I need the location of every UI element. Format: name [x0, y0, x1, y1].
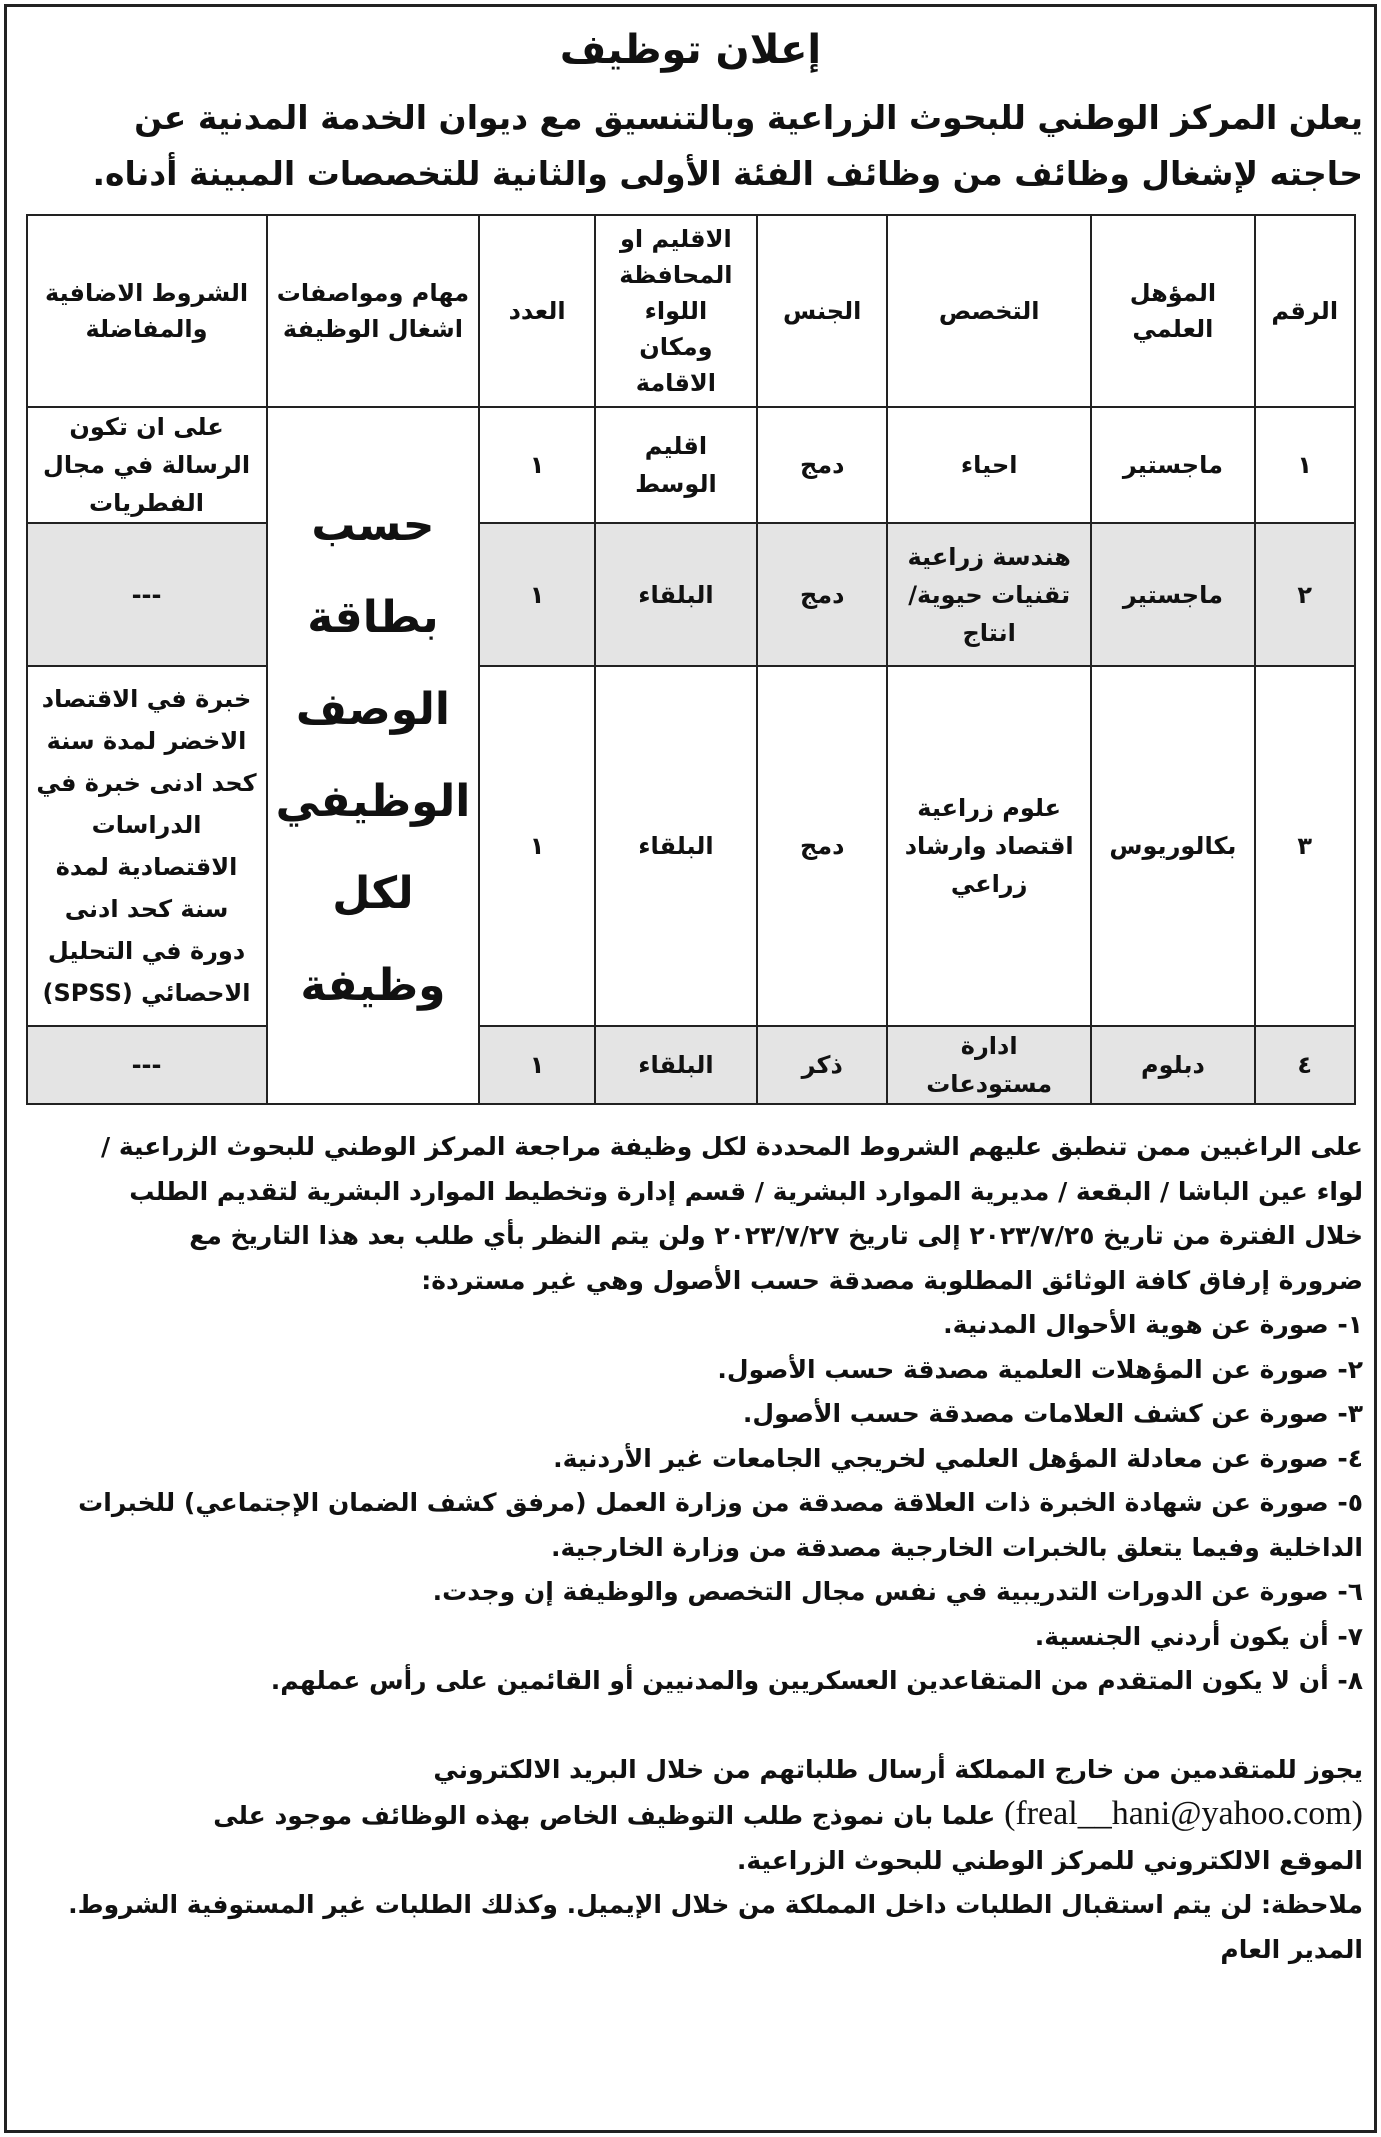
cell-qualification: ماجستير [1091, 523, 1255, 666]
cell-specialization: علوم زراعية اقتصاد وارشاد زراعي [887, 666, 1090, 1026]
cell-num: ١ [1255, 407, 1355, 523]
tasks-word: الوظيفي [275, 775, 471, 827]
table-header-row [27, 215, 1355, 407]
cell-count: ١ [479, 523, 595, 666]
cell-gender: دمج [757, 666, 888, 1026]
table-row [27, 407, 1355, 523]
requirement-item: ٤- صورة عن معادلة المؤهل العلمي لخريجي الجامعات غير الأردنية. [553, 1443, 1363, 1473]
cell-region: اقليم الوسط [595, 407, 757, 523]
cell-specialization: ادارة مستودعات [887, 1026, 1090, 1104]
requirement-item: الداخلية وفيما يتعلق بالخبرات الخارجية مصدقة من وزارة الخارجية. [551, 1532, 1363, 1562]
cell-count: ١ [479, 407, 595, 523]
cell-conditions: --- [27, 1026, 267, 1104]
cell-region: البلقاء [595, 666, 757, 1026]
header-cell: الجنس [757, 215, 888, 407]
cell-qualification: دبلوم [1091, 1026, 1255, 1104]
signature: المدير العام [1220, 1934, 1363, 1964]
page-title: إعلان توظيف [559, 27, 822, 73]
body-line: ضرورة إرفاق كافة الوثائق المطلوبة مصدقة حسب الأصول وهي غير مستردة: [421, 1265, 1363, 1295]
header-cell: الاقليم او المحافظة اللواء ومكان الاقامة [595, 215, 757, 407]
header-cell: مهام ومواصفات اشغال الوظيفة [267, 215, 480, 407]
cell-qualification: بكالوريوس [1091, 666, 1255, 1026]
cell-count: ١ [479, 1026, 595, 1104]
tasks-word: بطاقة [307, 591, 439, 643]
cell-tasks [267, 407, 480, 1104]
announcement-body [18, 1125, 1363, 1972]
tasks-word: حسب [311, 499, 435, 551]
requirement-item: ٦- صورة عن الدورات التدريبية في نفس مجال التخصص والوظيفة إن وجدت. [432, 1577, 1363, 1606]
requirement-item: ٣- صورة عن كشف العلامات مصدقة حسب الأصول. [742, 1399, 1363, 1428]
requirement-item: ٢- صورة عن المؤهلات العلمية مصدقة حسب الأصول. [717, 1354, 1363, 1384]
tasks-word: الوصف [295, 683, 450, 735]
cell-region: البلقاء [595, 523, 757, 666]
header-cell: الرقم [1255, 215, 1355, 407]
cell-num: ٤ [1255, 1026, 1355, 1104]
body-line: على الراغبين ممن تنطبق عليهم الشروط المحددة لكل وظيفة مراجعة المركز الوطني للبحوث الزراعية / [101, 1132, 1363, 1161]
cell-conditions: --- [27, 523, 267, 666]
tasks-word: وظيفة [300, 959, 446, 1011]
body-line: خلال الفترة من تاريخ ٢٠٢٣/٧/٢٥ إلى تاريخ ٢٠٢٣/٧/٢٧ ولن يتم النظر بأي طلب بعد هذا التاريخ مع [189, 1221, 1363, 1250]
abroad-email-line [18, 1792, 1363, 1839]
note-line: ملاحظة: لن يتم استقبال الطلبات داخل المملكة من خلال الإيميل. وكذلك الطلبات غير المستوفية الشروط. [68, 1890, 1363, 1919]
cell-count: ١ [479, 666, 595, 1026]
cell-qualification: ماجستير [1091, 407, 1255, 523]
intro-line: يعلن المركز الوطني للبحوث الزراعية وبالتنسيق مع ديوان الخدمة المدنية عن [134, 98, 1363, 137]
cell-conditions: خبرة في الاقتصاد الاخضر لمدة سنة كحد ادنى خبرة في الدراسات الاقتصادية لمدة سنة كحد ادنى دورة في التحليل الاحصائي (SPSS) [27, 666, 267, 1026]
cell-gender: ذكر [757, 1026, 888, 1104]
body-line: لواء عين الباشا / البقعة / مديرية الموارد البشرية / قسم إدارة وتخطيط الموارد البشرية لتقديم الطلب [129, 1176, 1363, 1206]
cell-num: ٣ [1255, 666, 1355, 1026]
requirement-item: ٧- أن يكون أردني الجنسية. [1034, 1621, 1363, 1651]
header-cell: العدد [479, 215, 595, 407]
cell-region: البلقاء [595, 1026, 757, 1104]
cell-specialization: احياء [887, 407, 1090, 523]
requirement-item: ٨- أن لا يكون المتقدم من المتقاعدين العسكريين والمدنيين أو القائمين على رأس عملهم. [270, 1666, 1363, 1695]
email-link[interactable]: (freal__hani@yahoo.com) [1004, 1795, 1363, 1832]
header-cell: التخصص [887, 215, 1090, 407]
cell-gender: دمج [757, 523, 888, 666]
abroad-line: الموقع الالكتروني للمركز الوطني للبحوث الزراعية. [736, 1845, 1363, 1875]
requirement-item: ١- صورة عن هوية الأحوال المدنية. [943, 1310, 1363, 1339]
cell-num: ٢ [1255, 523, 1355, 666]
table-row [27, 523, 1355, 666]
abroad-line: يجوز للمتقدمين من خارج المملكة أرسال طلباتهم من خلال البريد الالكتروني [433, 1754, 1363, 1784]
abroad-line: علما بان نموذج طلب التوظيف الخاص بهذه الوظائف موجود على [213, 1801, 996, 1830]
cell-specialization: هندسة زراعية تقنيات حيوية/ انتاج [887, 523, 1090, 666]
intro-line: حاجته لإشغال وظائف من وظائف الفئة الأولى والثانية للتخصصات المبينة أدناه. [92, 154, 1363, 193]
table-row [27, 666, 1355, 1026]
header-cell: الشروط الاضافية والمفاضلة [27, 215, 267, 407]
cell-conditions: على ان تكون الرسالة في مجال الفطريات [27, 407, 267, 523]
table-row [27, 1026, 1355, 1104]
requirement-item: ٥- صورة عن شهادة الخبرة ذات العلاقة مصدقة من وزارة العمل (مرفق كشف الضمان الإجتماعي) للخبرات [78, 1488, 1363, 1517]
header-cell: المؤهل العلمي [1091, 215, 1255, 407]
cell-gender: دمج [757, 407, 888, 523]
tasks-word: لكل [332, 867, 414, 919]
jobs-table [26, 214, 1356, 1105]
intro-paragraph [18, 90, 1363, 202]
